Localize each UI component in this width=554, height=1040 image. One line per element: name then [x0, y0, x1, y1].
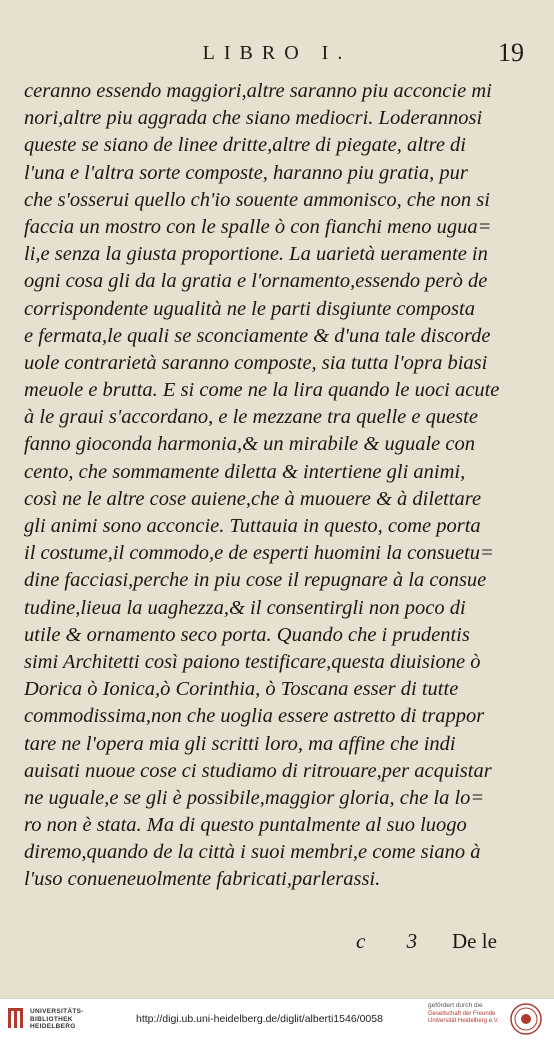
text-line: tudine,lieua la uaghezza,& il consentirgli non poco di — [24, 596, 466, 619]
body-text — [24, 78, 524, 894]
text-line: ceranno essendo maggiori,altre saranno piu acconcie mi — [24, 80, 492, 102]
page-footer — [0, 927, 554, 959]
text-line: simi Architetti così paiono testificare,questa diuisione ò — [24, 650, 481, 673]
text-line: uole contrarietà saranno composte, sia tutta l'opra biasi — [24, 351, 488, 374]
text-line: cento, che sommamente diletta & intertiene gli animi, — [24, 460, 466, 483]
text-line: ogni cosa gli da la gratia e l'ornamento,essendo però de — [24, 270, 488, 293]
text-line: l'una e l'altra sorte composte, haranno piu gratia, pur — [24, 161, 468, 184]
funded-by-label: gefördert durch die — [428, 1002, 483, 1009]
university-library-logo-icon — [7, 1006, 25, 1030]
text-line: l'uso conueneuolmente fabricati,parlerassi. — [24, 868, 381, 891]
text-line: che s'osserui quello ch'io souente ammonisco, che non si — [24, 188, 490, 211]
text-line: e fermata,le quali se sconciamente & d'una tale discorde — [24, 324, 491, 347]
society-name: Gesellschaft der Freunde Universität Heidelberg e.V. — [428, 1011, 499, 1024]
society-seal-icon — [510, 1003, 542, 1035]
text-line: ro non è stata. Ma di questo puntalmente al suo luogo — [24, 814, 467, 837]
text-line: Dorica ò Ionica,ò Corinthia, ò Toscana esser di tutte — [24, 678, 459, 701]
text-line: dine facciasi,perche in piu cose il repugnare à la consue — [24, 569, 487, 592]
text-line: fanno gioconda harmonia,& un mirabile & uguale con — [24, 433, 475, 456]
permalink-url[interactable]: http://digi.ub.uni-heidelberg.de/diglit/alberti1546/0058 — [136, 1013, 383, 1025]
text-line: commodissima,non che uoglia essere astretto di trappor — [24, 705, 485, 728]
text-line: faccia un mostro con le spalle ò con fianchi meno ugua= — [24, 215, 492, 238]
text-line: utile & ornamento seco porta. Quando che i prudentis — [24, 623, 470, 646]
text-line: meuole e brutta. E si come ne la lira quando le uoci acute — [24, 379, 500, 402]
text-line: tare ne l'opera mia gli scritti loro, ma affine che indi — [24, 732, 456, 755]
text-line: gli animi sono acconcie. Tuttauia in questo, come porta — [24, 515, 481, 537]
text-line: diremo,quando de la città i suoi membri,e come siano à — [24, 841, 481, 864]
text-line: auisati nuoue cose ci studiamo di ritrouare,per acquistar — [24, 759, 492, 782]
text-line: così ne le altre cose auiene,che à muouere & à dilettare — [24, 487, 482, 510]
text-line: ne uguale,e se gli è possibile,maggior gloria, che la lo= — [24, 786, 485, 809]
library-name: UNIVERSITÄTS- BIBLIOTHEK HEIDELBERG — [30, 1008, 84, 1030]
folio-number: 19 — [498, 38, 524, 67]
viewer-footer-bar — [0, 998, 554, 1040]
text-line: queste se siano de linee dritte,altre di piegate, altre di — [24, 134, 466, 157]
page-header — [0, 38, 554, 76]
signature-mark: c 3 — [356, 929, 436, 953]
text-line: corrispondente ugualità ne le parti disgiunte composta — [24, 297, 475, 320]
text-line: il costume,il commodo,e de esperti huomini la consuetu= — [24, 542, 494, 565]
text-line: à le graui s'accordano, e le mezzane tra quelle e queste — [24, 406, 478, 429]
text-line: nori,altre piu aggrada che siano mediocri. Loderannosi — [24, 107, 483, 130]
text-line: li,e senza la giusta proportione. La uarietà ueramente in — [24, 243, 488, 266]
running-head: LIBRO I. — [202, 42, 352, 64]
catchword: De le — [452, 929, 497, 953]
